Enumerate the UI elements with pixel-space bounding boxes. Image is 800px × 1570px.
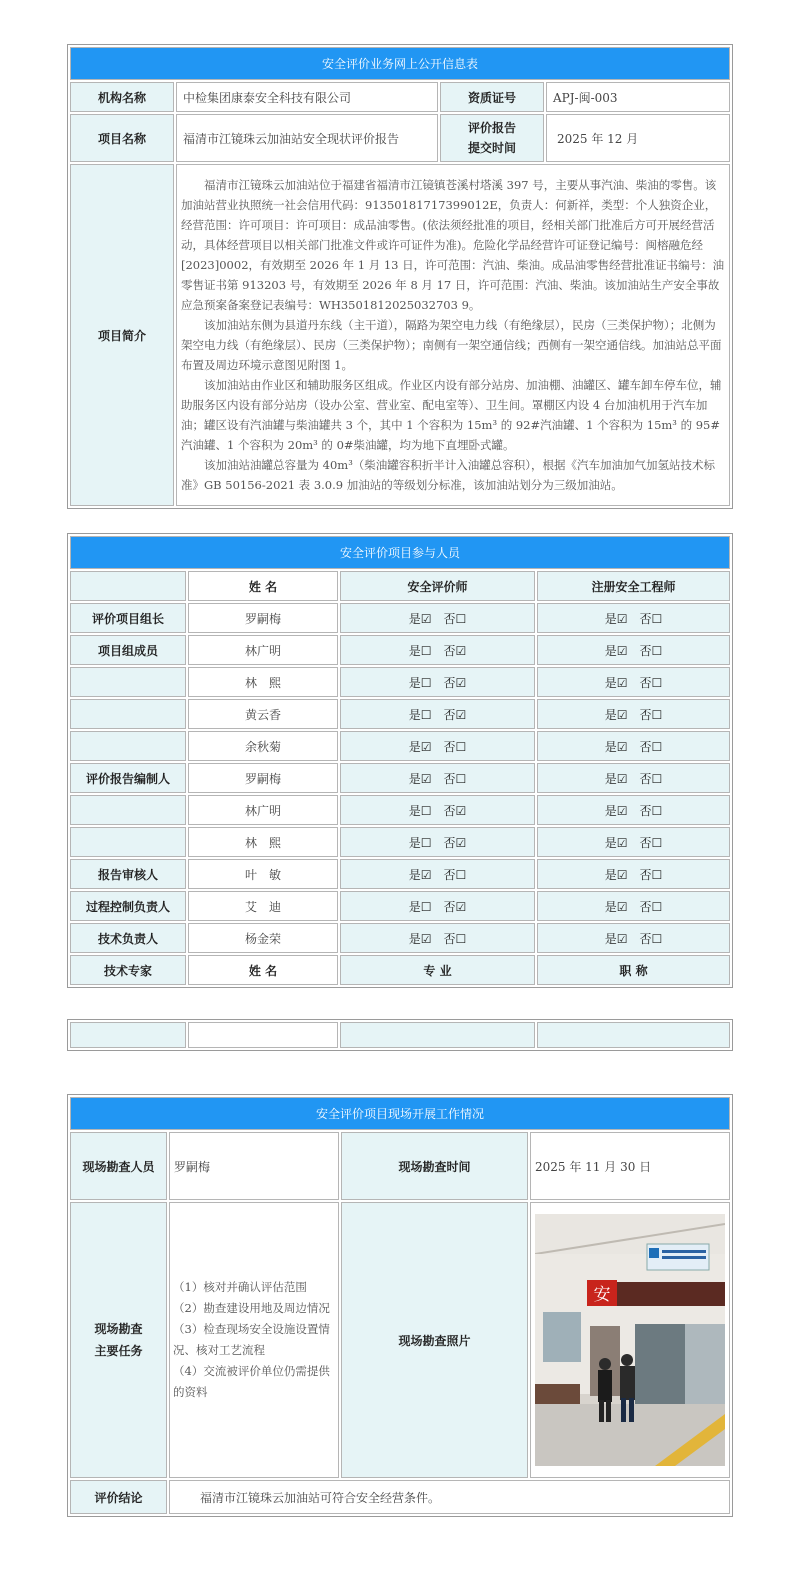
participant-role: [70, 795, 186, 825]
participants-header: 安全评价项目参与人员: [70, 536, 730, 569]
participant-row: [70, 603, 730, 633]
participant-name: 余秋菊: [188, 731, 338, 761]
site-survey-photo: [535, 1214, 725, 1466]
safety-engineer-status: 是☑ 否☐: [537, 763, 730, 793]
participant-row: [70, 699, 730, 729]
survey-tasks-label-line2: 主要任务: [94, 1344, 143, 1358]
project-intro-label: 项目简介: [70, 164, 174, 506]
task-item: （2）勘查建设用地及周边情况: [173, 1301, 330, 1315]
task-item: （1）核对并确认评估范围: [173, 1280, 307, 1294]
participant-row: [70, 635, 730, 665]
safety-engineer-status: 是☑ 否☐: [537, 795, 730, 825]
intro-paragraph: 福清市江镜珠云加油站位于福建省福清市江镜镇苍溪村塔溪 397 号，主要从事汽油、柴油的零售。该加油站营业执照统一社会信用代码：91350181717399012E，负责人：何新祥，类型：个人独资企业，经营范围：许可项目：许可项目：成品油零售。(依法须经批准的项目，经相关部门批准后方可开展经营活动，具体经营项目以相关部门批准文件或许可证件为准)。危险化学品经营许可证登记编号：闽榕融危经[2023]0002，有效期至 2026 年 1 月 13 日，许可范围：汽油、柴油。成品油零售经营批准证书编号：油零售证书第 913203 号，有效期至 2026 年 8 月 17 日，许可范围：汽油、柴油。该加油站生产安全事故应急预案备案登记表编号：WH3501812025032703 9。: [181, 178, 725, 312]
expert-label: 技术专家: [70, 955, 186, 985]
intro-paragraph: 该加油站油罐总容量为 40m³（柴油罐容积折半计入油罐总容积），根据《汽车加油加气加氢站技术标准》GB 50156-2021 表 3.0.9 加油站的等级划分标准，该加油站划分为三级加油站。: [181, 458, 716, 492]
org-name-value: 中检集团康泰安全科技有限公司: [176, 82, 438, 112]
expert-row-major: [340, 1022, 535, 1048]
participant-name: 罗嗣梅: [188, 603, 338, 633]
survey-person-label: 现场勘查人员: [70, 1132, 167, 1200]
participant-row: [70, 731, 730, 761]
expert-row-role: [70, 1022, 186, 1048]
intro-paragraph: 该加油站由作业区和辅助服务区组成。作业区内设有部分站房、加油棚、油罐区、罐车卸车停车位，辅助服务区内设有部分站房（设办公室、营业室、配电室等）、卫生间。罩棚区内设 4 台加油机用于汽车加油；罐区设有汽油罐与柴油罐共 3 个，其中 1 个容积为 15m³ 的 92#汽油罐、1 个容积为 15m³ 的 95#汽油罐、1 个容积为 20m³ 的 0#柴油罐，均为地下直埋卧式罐。: [181, 378, 722, 452]
expert-table: [67, 1019, 733, 1051]
participant-role: [70, 731, 186, 761]
participant-role: [70, 699, 186, 729]
expert-name-header: 姓 名: [188, 955, 338, 985]
participant-row: [70, 923, 730, 953]
participant-name: 林广明: [188, 635, 338, 665]
participant-row: [70, 891, 730, 921]
name-column-header: 姓 名: [188, 571, 338, 601]
safety-assessor-status: 是☑ 否☐: [340, 859, 535, 889]
safety-assessor-status: 是☐ 否☑: [340, 795, 535, 825]
safety-engineer-status: 是☑ 否☐: [537, 891, 730, 921]
participant-row: [70, 763, 730, 793]
project-name-value: 福清市江镜珠云加油站安全现状评价报告: [176, 114, 438, 162]
participant-row: [70, 827, 730, 857]
submit-time-label-line1: 评价报告: [467, 121, 516, 135]
task-item: （4）交流被评价单位仍需提供的资料: [173, 1364, 330, 1399]
safety-engineer-status: 是☑ 否☐: [537, 923, 730, 953]
submit-time-value: 2025 年 12 月: [546, 114, 730, 162]
safety-engineer-status: 是☑ 否☐: [537, 731, 730, 761]
participant-role: 报告审核人: [70, 859, 186, 889]
safety-engineer-status: 是☑ 否☐: [537, 603, 730, 633]
survey-time-value: 2025 年 11 月 30 日: [530, 1132, 730, 1200]
safety-assessor-status: 是☐ 否☑: [340, 827, 535, 857]
participant-name: 杨金荣: [188, 923, 338, 953]
survey-tasks-label: [70, 1202, 167, 1478]
participant-role: 项目组成员: [70, 635, 186, 665]
participant-name: 林 熙: [188, 667, 338, 697]
survey-person-value: 罗嗣梅: [169, 1132, 339, 1200]
expert-major-header: 专 业: [340, 955, 535, 985]
participant-name: 叶 敏: [188, 859, 338, 889]
participant-row: [70, 667, 730, 697]
safety-assessor-status: 是☐ 否☑: [340, 667, 535, 697]
photo-sign-text: 安: [593, 1285, 611, 1304]
participant-name: 艾 迪: [188, 891, 338, 921]
survey-photo-label: 现场勘查照片: [341, 1202, 528, 1478]
safety-assessor-status: 是☑ 否☐: [340, 603, 535, 633]
safety-assessor-status: 是☑ 否☐: [340, 763, 535, 793]
participants-table: [67, 533, 733, 988]
participant-name: 罗嗣梅: [188, 763, 338, 793]
survey-time-label: 现场勘查时间: [341, 1132, 528, 1200]
role-column-header: [70, 571, 186, 601]
safety-engineer-status: 是☑ 否☐: [537, 827, 730, 857]
safety-assessor-status: 是☐ 否☑: [340, 699, 535, 729]
participant-name: 林广明: [188, 795, 338, 825]
org-name-label: 机构名称: [70, 82, 174, 112]
safety-engineer-status: 是☑ 否☐: [537, 667, 730, 697]
site-work-table: [67, 1094, 733, 1517]
conclusion-label: 评价结论: [70, 1480, 167, 1514]
safety-assessor-status: 是☑ 否☐: [340, 731, 535, 761]
expert-row-name: [188, 1022, 338, 1048]
participant-role: [70, 667, 186, 697]
safety-assessor-column-header: 安全评价师: [340, 571, 535, 601]
conclusion-value: 福清市江镜珠云加油站可符合安全经营条件。: [169, 1480, 730, 1514]
cert-number-label: 资质证号: [440, 82, 544, 112]
safety-engineer-status: 是☑ 否☐: [537, 859, 730, 889]
intro-paragraph: 该加油站东侧为县道丹东线（主干道），隔路为架空电力线（有绝缘层），民房（三类保护物）；北侧为架空电力线（有绝缘层）、民房（三类保护物）；南侧有一架空通信线；西侧有一架空通信线。加油站总平面布置及周边环境示意图见附图 1。: [181, 318, 722, 372]
participant-role: 评价报告编制人: [70, 763, 186, 793]
survey-photo-cell: [530, 1202, 730, 1478]
safety-assessor-status: 是☐ 否☑: [340, 635, 535, 665]
project-name-label: 项目名称: [70, 114, 174, 162]
participant-role: 过程控制负责人: [70, 891, 186, 921]
safety-assessor-status: 是☐ 否☑: [340, 891, 535, 921]
safety-engineer-column-header: 注册安全工程师: [537, 571, 730, 601]
participant-role: 评价项目组长: [70, 603, 186, 633]
participant-row: [70, 859, 730, 889]
participant-name: 林 熙: [188, 827, 338, 857]
site-work-header: 安全评价项目现场开展工作情况: [70, 1097, 730, 1130]
cert-number-value: APJ-闽-003: [546, 82, 730, 112]
public-info-table: [67, 44, 733, 509]
participant-name: 黄云香: [188, 699, 338, 729]
submit-time-label-line2: 提交时间: [467, 141, 516, 155]
project-intro-text: [176, 164, 730, 506]
participant-role: [70, 827, 186, 857]
participant-row: [70, 795, 730, 825]
survey-tasks-list: [169, 1202, 339, 1478]
submit-time-label: [440, 114, 544, 162]
safety-engineer-status: 是☑ 否☐: [537, 699, 730, 729]
expert-row-title: [537, 1022, 730, 1048]
safety-engineer-status: 是☑ 否☐: [537, 635, 730, 665]
safety-assessor-status: 是☑ 否☐: [340, 923, 535, 953]
task-item: （3）检查现场安全设施设置情况、核对工艺流程: [173, 1322, 330, 1357]
participant-role: 技术负责人: [70, 923, 186, 953]
public-info-header: 安全评价业务网上公开信息表: [70, 47, 730, 80]
survey-tasks-label-line1: 现场勘查: [94, 1322, 143, 1336]
expert-title-header: 职 称: [537, 955, 730, 985]
